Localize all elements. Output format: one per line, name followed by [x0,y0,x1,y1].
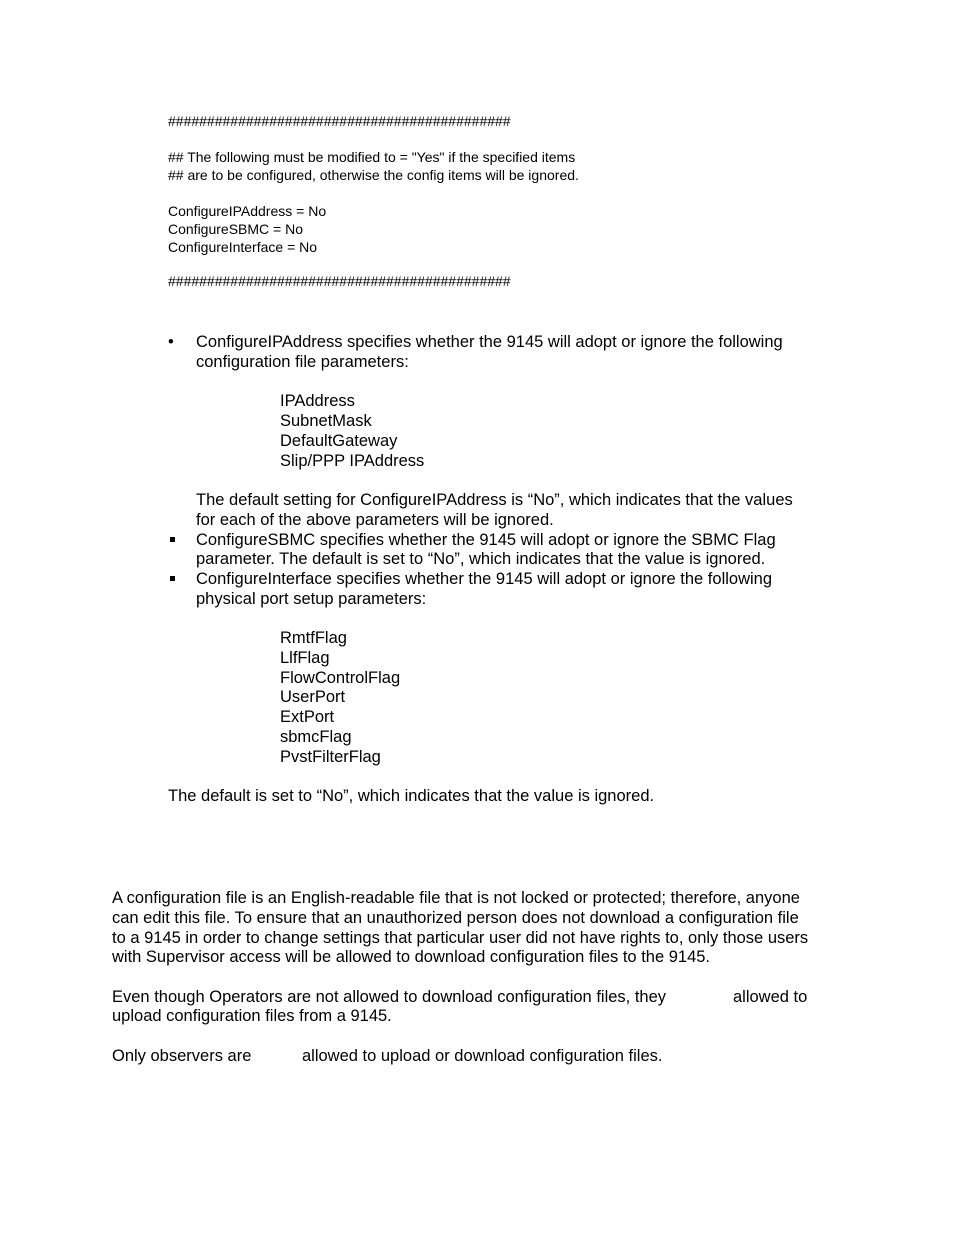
bullet-interface-default: The default is set to “No”, which indicates that the value is ignored. [168,787,655,805]
bullet-ip-text: configuration file parameters: [196,353,409,371]
config-setting-sbmc: ConfigureSBMC = No [168,221,304,237]
param-item: LlfFlag [280,649,330,667]
square-bullet-icon [170,576,175,581]
operators-paragraph-line: Even though Operators are not allowed to download configuration files, they [112,988,667,1006]
bullet-ip-default: The default setting for ConfigureIPAddress is “No”, which indicates that the values [196,491,793,509]
bullet-dot-icon: • [168,333,174,351]
config-comment-line: ## are to be configured, otherwise the config items will be ignored. [168,167,579,183]
security-paragraph-line: can edit this file. To ensure that an unauthorized person does not download a configuration file [112,909,799,927]
security-paragraph-line: with Supervisor access will be allowed to download configuration files to the 9145. [112,948,711,966]
param-item: SubnetMask [280,412,372,430]
bullet-sbmc-text: ConfigureSBMC specifies whether the 9145 will adopt or ignore the SBMC Flag [196,531,776,549]
param-item: DefaultGateway [280,432,398,450]
observers-paragraph-line: Only observers are [112,1047,252,1065]
security-paragraph-line: A configuration file is an English-readable file that is not locked or protected; therefore, anyone [112,889,800,907]
config-setting-ip: ConfigureIPAddress = No [168,203,327,219]
param-item: Slip/PPP IPAddress [280,452,425,470]
config-setting-interface: ConfigureInterface = No [168,239,318,255]
square-bullet-icon [170,537,175,542]
param-item: ExtPort [280,708,335,726]
operators-paragraph-line: upload configuration files from a 9145. [112,1007,392,1025]
param-item: FlowControlFlag [280,669,401,687]
param-item: UserPort [280,688,346,706]
param-item: RmtfFlag [280,629,347,647]
operators-paragraph-line: allowed to [733,988,808,1006]
observers-paragraph-line: allowed to upload or download configuration files. [302,1047,663,1065]
bullet-sbmc-text: parameter. The default is set to “No”, which indicates that the value is ignored. [196,550,766,568]
bullet-interface-text: physical port setup parameters: [196,590,427,608]
bullet-ip-text: ConfigureIPAddress specifies whether the 9145 will adopt or ignore the following [196,333,783,351]
config-comment-line: ## The following must be modified to = "Yes" if the specified items [168,149,576,165]
config-separator-bottom: ############################################ [168,273,511,289]
bullet-ip-default: for each of the above parameters will be ignored. [196,511,554,529]
config-separator-top: ############################################ [168,113,511,129]
param-item: sbmcFlag [280,728,352,746]
bullet-interface-text: ConfigureInterface specifies whether the 9145 will adopt or ignore the following [196,570,773,588]
security-paragraph-line: to a 9145 in order to change settings that particular user did not have rights to, only those users [112,929,809,947]
param-item: PvstFilterFlag [280,748,381,766]
param-item: IPAddress [280,392,355,410]
